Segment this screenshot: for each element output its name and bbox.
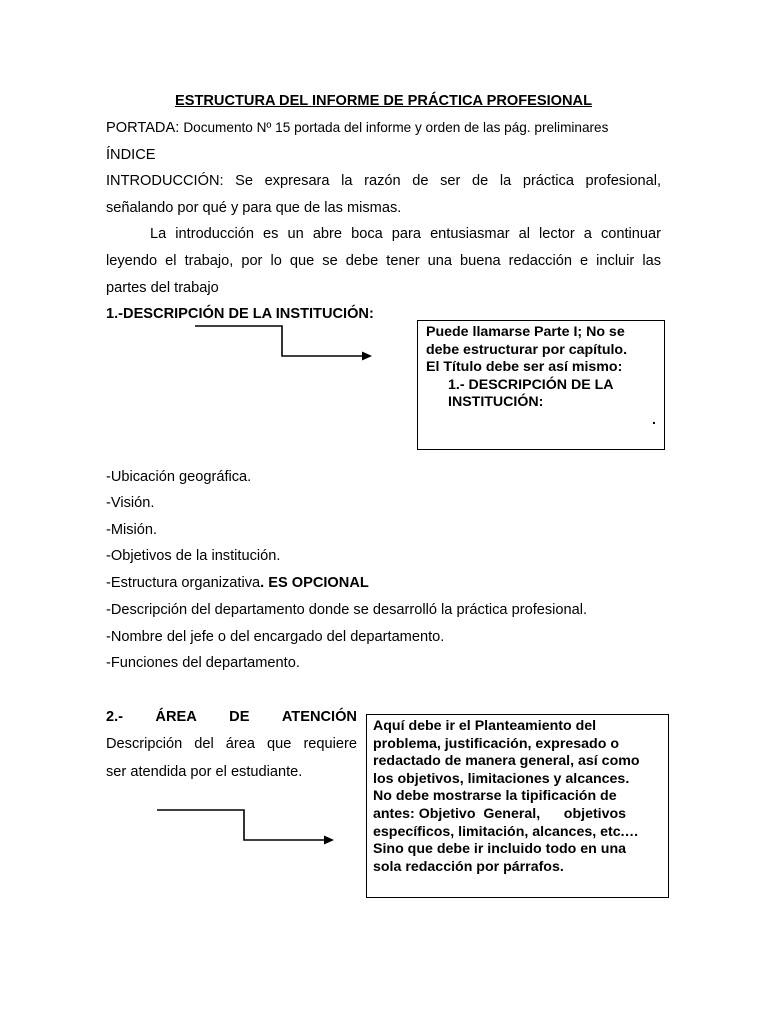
- list-item: -Funciones del departamento.: [106, 655, 300, 671]
- list-item-optional: [106, 574, 369, 592]
- introduccion-line-1: INTRODUCCIÓN: Se expresara la razón de ser de la práctica profesional,: [106, 173, 661, 189]
- optional-label: . ES OPCIONAL: [260, 575, 369, 591]
- indice-label: ÍNDICE: [106, 147, 156, 163]
- list-item: -Nombre del jefe o del encargado del departamento.: [106, 629, 445, 645]
- note-line: 1.- DESCRIPCIÓN DE LA: [448, 376, 614, 393]
- note-line: Sino que debe ir incluido todo en una: [373, 841, 627, 858]
- note-line: antes: Objetivo General, objetivos: [373, 805, 627, 822]
- introduccion-line-2: señalando por qué y para que de las mismas.: [106, 200, 402, 216]
- section-2-heading-word: DE: [229, 709, 250, 725]
- list-item: -Visión.: [106, 495, 155, 511]
- note-line: los objetivos, limitaciones y alcances.: [373, 770, 630, 787]
- list-item: -Misión.: [106, 522, 158, 538]
- portada-text: Documento Nº 15 portada del informe y orden de las pág. preliminares: [183, 120, 609, 135]
- note-line: .: [652, 411, 656, 428]
- list-item: -Descripción del departamento donde se desarrolló la práctica profesional.: [106, 602, 588, 618]
- document-title: ESTRUCTURA DEL INFORME DE PRÁCTICA PROFESIONAL: [174, 93, 592, 109]
- note-box-area: [366, 714, 669, 898]
- note-line: sola redacción por párrafos.: [373, 858, 564, 875]
- note-line: problema, justificación, expresado o: [373, 735, 619, 752]
- section-2-heading: [106, 708, 357, 726]
- introduccion-paragraph-line-2: leyendo el trabajo, por lo que se debe tener una buena redacción e incluir las: [106, 253, 661, 269]
- introduccion-paragraph-line-1: La introducción es un abre boca para entusiasmar al lector a continuar: [150, 226, 661, 242]
- note-line: No debe mostrarse la tipificación de: [373, 788, 617, 805]
- section-2-heading-word: ATENCIÓN: [281, 709, 357, 725]
- note-box-institucion: [417, 320, 665, 450]
- list-item: -Objetivos de la institución.: [106, 548, 281, 564]
- portada-line: [106, 119, 608, 137]
- note-line: específicos, limitación, alcances, etc.…: [373, 823, 639, 840]
- note-line: INSTITUCIÓN:: [448, 394, 544, 411]
- section-2-description-line-1: Descripción del área que requiere: [106, 736, 357, 752]
- introduccion-paragraph-line-3: partes del trabajo: [106, 280, 219, 296]
- section-2-heading-number: 2.-: [106, 709, 124, 725]
- arrow-icon: [192, 322, 382, 362]
- portada-label: PORTADA:: [106, 120, 180, 136]
- note-line: redactado de manera general, así como: [373, 753, 640, 770]
- list-item-text: -Estructura organizativa: [106, 575, 261, 591]
- note-line: El Título debe ser así mismo:: [426, 359, 623, 376]
- note-line: Puede llamarse Parte I; No se: [426, 324, 625, 340]
- section-1-heading: 1.-DESCRIPCIÓN DE LA INSTITUCIÓN:: [106, 306, 374, 322]
- note-line: debe estructurar por capítulo.: [426, 341, 628, 358]
- list-item: -Ubicación geográfica.: [106, 469, 252, 485]
- arrow-icon: [154, 806, 344, 846]
- section-2-heading-word: ÁREA: [155, 709, 197, 725]
- section-2-description-line-2: ser atendida por el estudiante.: [106, 764, 303, 780]
- note-line: Aquí debe ir el Planteamiento del: [373, 718, 597, 734]
